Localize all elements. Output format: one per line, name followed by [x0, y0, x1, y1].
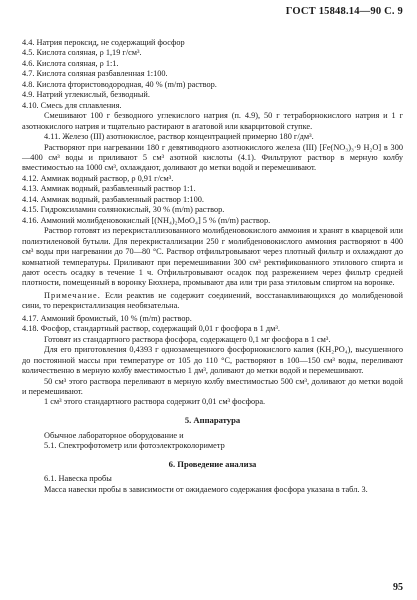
apparatus-line: 5.1. Спектрофотометр или фотоэлектроколориметр	[44, 441, 225, 451]
list-item: 4.15. Гидроксиламин солянокислый, 30 % (m/m) раствор.	[22, 205, 225, 215]
document-header: ГОСТ 15848.14—90 С. 9	[285, 6, 403, 17]
list-item: 4.9. Натрий углекислый, безводный.	[22, 90, 150, 100]
list-item: 4.5. Кислота соляная, ρ 1,19 г/см³.	[22, 48, 142, 58]
paragraph-kh2po4-prep: Для его приготовления 0,4393 г однозамещенного фосфорнокислого калия (KH₂PO₄), высушенного до постоянной массы при температуре от 105 до 110 °С, растворяют в 100—150 см³ воды, переливают количественно в мерную колбу вместимостью 1 дм³, доливают до метки водой и перемешивают.	[22, 345, 403, 376]
paragraph-sample-mass: Масса навески пробы в зависимости от ожидаемого содержания фосфора указана в табл. 3.	[44, 484, 368, 494]
list-item: 4.16. Аммоний молибденовокислый [(NH₄)₂MoO₄] 5 % (m/m) раствор.	[22, 215, 271, 225]
page-number: 95	[393, 582, 403, 593]
list-item: 4.6. Кислота соляная, ρ 1:1.	[22, 58, 119, 68]
page-body	[22, 38, 403, 495]
section-title-apparatus: 5. Аппаратура	[184, 414, 241, 425]
apparatus-line: Обычное лабораторное оборудование и	[44, 430, 184, 440]
note	[22, 291, 403, 312]
list-item: 4.18. Фосфор, стандартный раствор, содержащий 0,01 г фосфора в 1 дм³.	[22, 324, 280, 334]
paragraph-standard-solution: Готовят из стандартного раствора фосфора, содержащего 0,1 мг фосфора в 1 см³.	[44, 334, 331, 344]
paragraph-fusion-mixture: Смешивают 100 г безводного углекислого натрия (п. 4.9), 50 г тетраборнокислого натрия и 1 г азотнокислого натрия и тщательно растирают в агатовой или кварцитовой ступке.	[22, 111, 403, 131]
paragraph-concentration: 1 см³ этого стандартного раствора содержит 0,01 см³ фосфора.	[44, 397, 266, 407]
note-text: Если реактив не содержит соединений, восстанавливающихся до молибденовой сини, то перекристаллизация необязательна.	[22, 290, 403, 311]
list-item: 4.7. Кислота соляная разбавленная 1:100.	[22, 69, 168, 79]
list-item: 4.8. Кислота фтористоводородная, 40 % (m/m) раствор.	[22, 79, 217, 89]
list-item: 4.13. Аммиак водный, разбавленный раствор 1:1.	[22, 184, 196, 194]
subsection-title: 6.1. Навеска пробы	[44, 474, 112, 484]
list-item: 4.4. Натрия пероксид, не содержащий фосфор	[22, 38, 185, 47]
section-title-analysis: 6. Проведение анализа	[168, 458, 257, 469]
list-item: 4.17. Аммоний бромистый, 10 % (m/m) раствор.	[22, 313, 192, 323]
list-item: 4.14. Аммиак водный, разбавленный раствор 1:100.	[22, 194, 204, 204]
paragraph-dilution: 50 см³ этого раствора переливают в мерную колбу вместимостью 500 см³, доливают до метки водой и перемешивают.	[22, 376, 403, 396]
paragraph-iron-nitrate-prep: Растворяют при нагревании 180 г девятиводного азотнокислого железа (III) [Fe(NO₃)₃·9 H₂O] в 300—400 см³ воды и приливают 5 см³ азотной кислоты (4.1). Фильтруют раствор в мерную колбу вместимостью на 1000 см³, охлаждают, доливают до метки водой и перемешивают.	[22, 142, 403, 173]
paragraph-molybdate-prep: Раствор готовят из перекристаллизованного молибденовокислого аммония и хранят в кварцевой или полиэтиленовой бутыли. Для перекристаллизации 250 г молибденовокислого аммония растворяют в 400 см³ воды при нагревании до 70—80 °С. Раствор отфильтровывают через плотный фильтр и охлаждают до комнатной температуры. Приливают при перемешивании 300 см³ ректификованного этилового спирта и дают осесть осадку в течение 1 ч. Отфильтровывают осадок под разрежением через фильтр средней плотности, помещенный в воронку Бюхнера, промывают два или три раза этиловым спиртом на воронке.	[22, 226, 403, 288]
note-label: Примечание.	[44, 290, 101, 300]
list-item: 4.12. Аммиак водный раствор, ρ 0,91 г/см³.	[22, 173, 174, 183]
item-iron-nitrate: 4.11. Железо (III) азотнокислое, раствор концентрацией примерно 180 г/дм³.	[44, 132, 314, 142]
list-item: 4.10. Смесь для сплавления.	[22, 100, 122, 110]
